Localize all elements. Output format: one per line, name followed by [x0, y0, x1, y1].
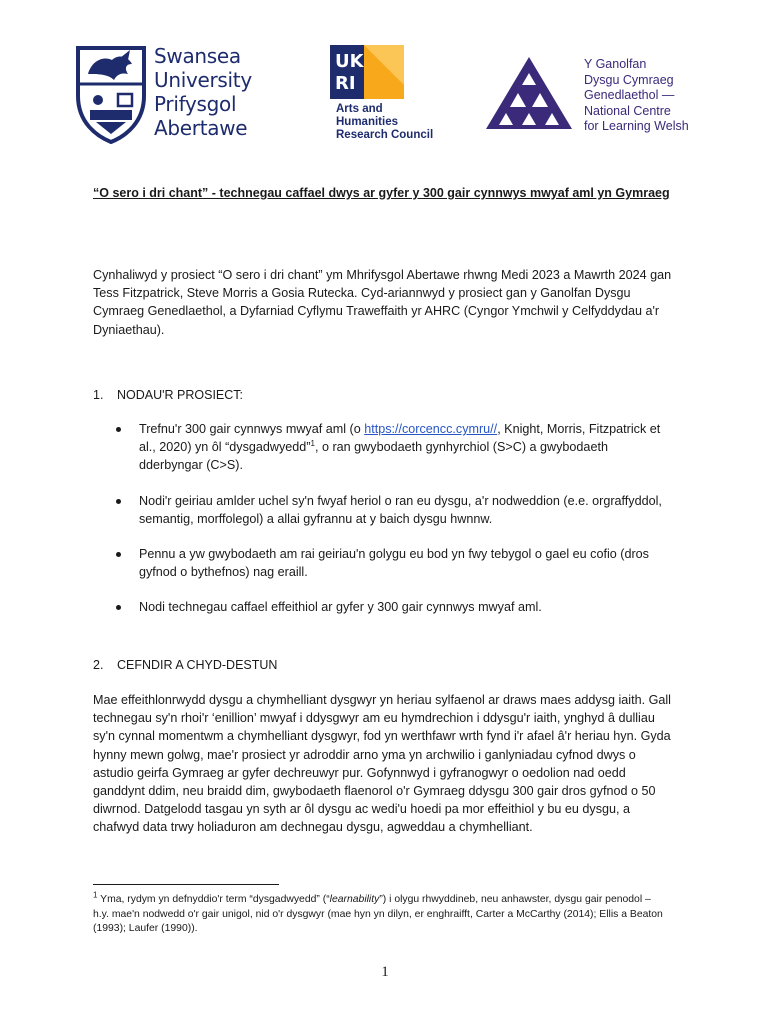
section-2-number: 2.: [93, 658, 104, 672]
footnote-mark: 1: [93, 890, 98, 900]
background-paragraph: Mae effeithlonrwydd dysgu a chymhelliant dysgwyr yn heriau sylfaenol ar draws maes addysg iaith. Gall technegau sy'n rhoi'r ‘enillion’ mwyaf i ddysgwyr am eu hymdrechion i ddysgu'r iaith, ynghyd â dulliau sy'n cynnal momentwm a chymhelliant dysgwyr, fod yn werthfawr wrth fynd i'r afael â'r heriau hyn. Gyda hynny mewn golwg, mae'r prosiect yr adroddir arno yma yn archwilio i ganlyniadau cyfnod dwys o astudio geirfa Gymraeg ar gyfer dechreuwyr pur. Gofynnwyd i gyfranogwyr o oedolion nad oedd ganddynt ddim, neu braidd dim, gwybodaeth flaenorol o'r Gymraeg ddysgu 300 gair dros gyfnod o 50 diwrnod. Datgelodd tasgau yn syth ar ôl dysgu ac wedi'u hoedi pa mor effeithiol y bu eu dysgu, a chafwyd data trwy holiaduron am dechnegau dysgu, agweddau a chymhelliant.: [93, 693, 671, 835]
page-number: 1: [381, 964, 389, 980]
swansea-line-1: Swansea: [154, 44, 241, 68]
swansea-line-4: Abertawe: [154, 116, 248, 140]
ahrc-logo: [330, 45, 460, 149]
ahrc-wordmark: [336, 103, 433, 142]
aim-1-text-b: , Knight, Morris, Fitzpatrick et al., 2020) yn ôl “dysgadwyedd”: [139, 422, 661, 455]
section-1-heading: [93, 386, 243, 404]
document-title: “O sero i dri chant” - technegau caffael dwys ar gyfer y 300 gair cynnwys mwyaf aml yn Gymraeg: [93, 186, 670, 200]
ahrc-line-3: Research Council: [336, 129, 434, 141]
ncl-line-5: for Learning Welsh: [584, 119, 689, 133]
aim-item-2: [114, 492, 674, 528]
bullet-icon: [116, 499, 121, 504]
ncl-line-3: Genedlaethol —: [584, 88, 675, 102]
ncl-line-1: Y Ganolfan: [584, 57, 647, 71]
section-1-title: NODAU'R PROSIECT:: [117, 388, 244, 402]
aim-item-4: [114, 598, 674, 616]
bullet-icon: [116, 427, 121, 432]
section-2-title: CEFNDIR A CHYD-DESTUN: [117, 658, 278, 672]
corcencc-link[interactable]: https://corcencc.cymru//: [364, 422, 498, 436]
footnote-ref-1[interactable]: 1: [310, 439, 315, 449]
aim-3-text: Pennu a yw gwybodaeth am rai geiriau'n golygu eu bod yn fwy tebygol o gael eu cofio (dros gyfnod o bythefnos) nag eraill.: [139, 547, 649, 580]
national-centre-wordmark: [584, 57, 689, 135]
swansea-wordmark: [154, 44, 252, 140]
swansea-line-2: University: [154, 68, 252, 92]
ncl-line-2: Dysgu Cymraeg: [584, 72, 674, 87]
ukri-mark-icon: [330, 45, 404, 99]
aim-2-text: Nodi'r geiriau amlder uchel sy'n fwyaf heriol o ran eu dysgu, a'r nodweddion (e.e. orgraffyddol, semantig, morffolegol) a allai gyfrannu at y baich dysgu hwnnw.: [139, 493, 662, 526]
swansea-university-logo: [74, 44, 264, 144]
ukri-mark-top: UK RI: [335, 51, 364, 94]
aim-item-1: [114, 420, 674, 475]
aim-4-text: Nodi technegau caffael effeithiol ar gyfer y 300 gair cynnwys mwyaf aml.: [139, 600, 542, 615]
swansea-crest-icon: [74, 44, 148, 144]
swansea-line-3: Prifysgol: [154, 92, 237, 116]
footnote-text-b: ”) i olygu rhwyddineb, neu anhawster, dysgu gair penodol – h.y. mae'n nodwedd o'r gair unigol, nid o'r dysgwyr (mae hyn yn dilyn, er enghraifft, Carter a McCarthy (2014); Ellis a Beaton (1993); Laufer (1990)).: [93, 894, 663, 934]
ncl-line-4: National Centre: [584, 103, 671, 118]
intro-paragraph: Cynhaliwyd y prosiect “O sero i dri chant” ym Mhrifysgol Abertawe rhwng Medi 2023 a Mawrth 2024 gan Tess Fitzpatrick, Steve Morris a Gosia Rutecka. Cyd-ariannwyd y prosiect gan y Ganolfan Dysgu Cymraeg Genedlaethol, a Dyfarniad Cyflymu Traweffaith yr AHRC (Cyngor Ymchwil y Celfyddydau a'r Dyniaethau).: [93, 268, 672, 337]
ahrc-line-2: Humanities: [336, 116, 398, 128]
section-2-heading: [93, 656, 277, 674]
header-logos: [0, 0, 770, 170]
aims-list: [114, 420, 674, 617]
aim-1-text-c: , o ran gwybodaeth gynhyrchiol (S>C) a gwybodaeth dderbyngar (C>S).: [139, 440, 608, 473]
triangle-mark-icon: [484, 55, 574, 131]
section-1-number: 1.: [93, 388, 104, 402]
footnote-1: [93, 890, 663, 937]
bullet-icon: [116, 605, 121, 610]
national-centre-logo: [484, 55, 724, 135]
footnote-term: learnability: [329, 894, 380, 905]
bullet-icon: [116, 552, 121, 557]
aim-1-text-a: Trefnu'r 300 gair cynnwys mwyaf aml (o: [139, 422, 365, 436]
aim-item-3: [114, 545, 674, 581]
footnote-text-a: Yma, rydym yn defnyddio'r term “dysgadwyedd” (“: [97, 894, 330, 905]
ahrc-line-1: Arts and: [336, 103, 383, 115]
footnote-divider: [93, 884, 279, 885]
